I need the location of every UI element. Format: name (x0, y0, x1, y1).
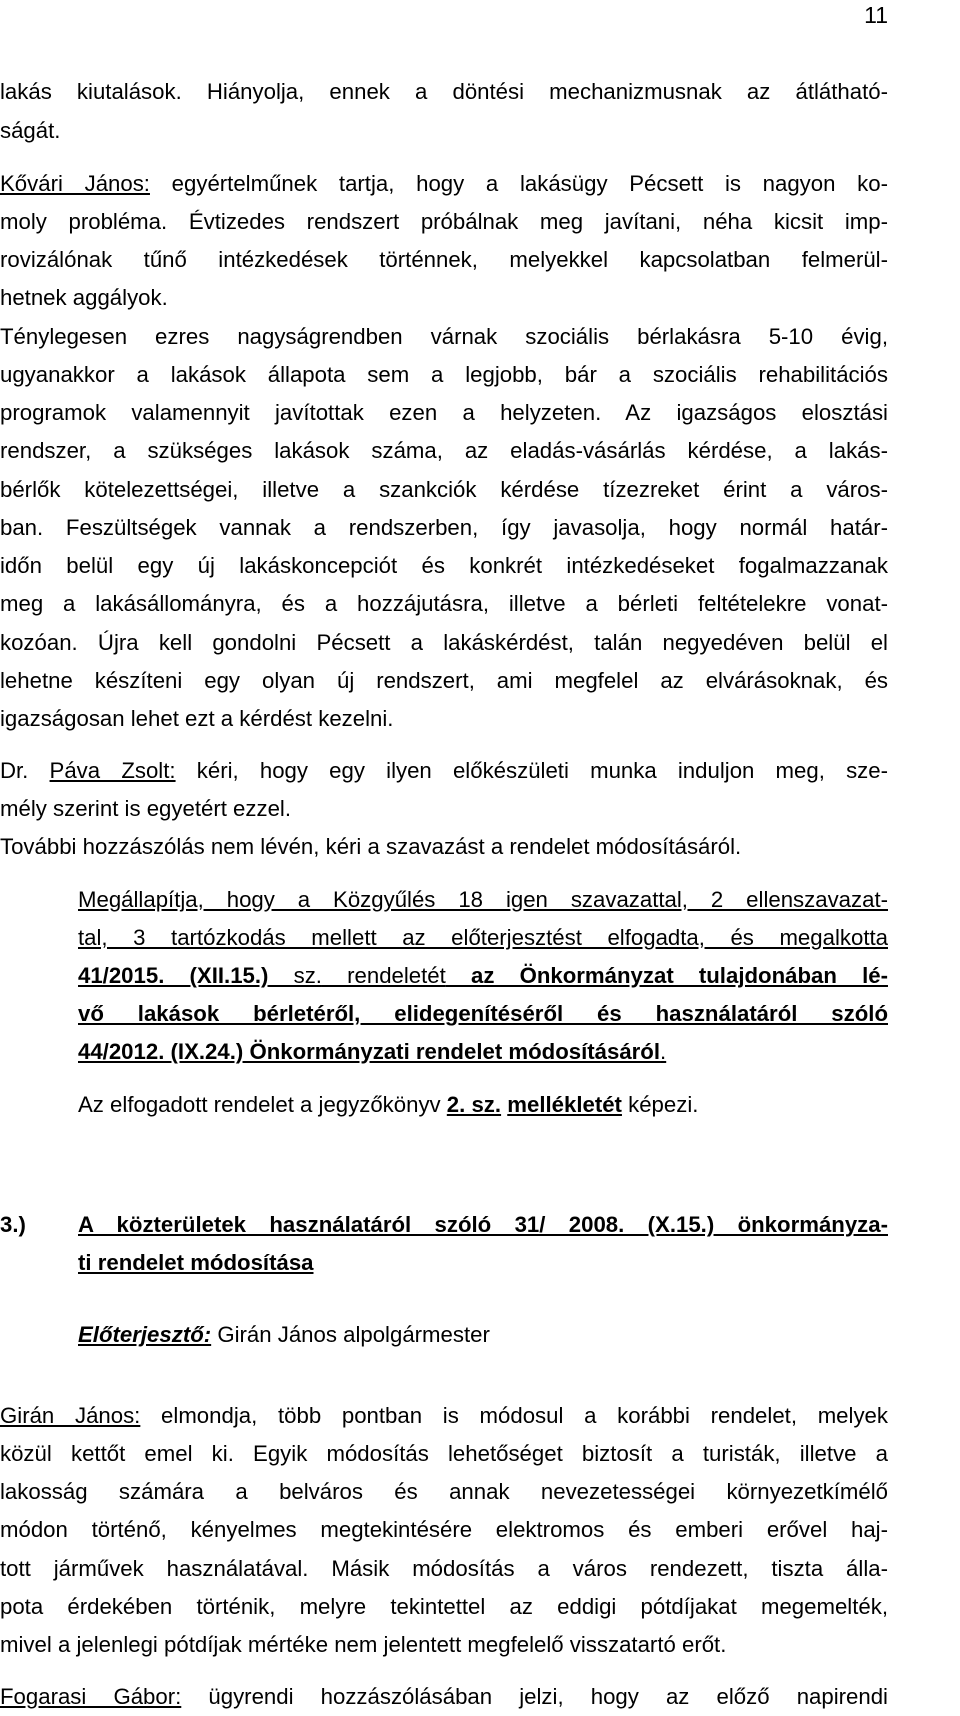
annex-word: mellékletét (507, 1092, 622, 1117)
paragraph-line: lakás kiutalások. Hiányolja, ennek a döntési mechanizmusnak az átlátható- (0, 79, 888, 104)
paragraph-line: ugyanakkor a lakások állapota sem a legjobb, bár a szociális rehabilitációs (0, 362, 888, 387)
paragraph-line: tott járművek használatával. Másik módosítás a város rendezett, tiszta álla- (0, 1556, 888, 1581)
paragraph-line: lehetne készíteni egy olyan új rendszert, ami megfelel az elvárásoknak, és (0, 668, 888, 693)
resolution-line (78, 1033, 888, 1071)
paragraph-line: Ténylegesen ezres nagyságrendben várnak szociális bérlakásra 5-10 évig, (0, 324, 888, 349)
presenter-name: Girán János alpolgármester (211, 1322, 490, 1347)
text-span: . (660, 1039, 667, 1064)
paragraph-line: kozóan. Újra kell gondolni Pécsett a lakáskérdést, talán negyedéven belül el (0, 630, 888, 655)
paragraph-line: moly probléma. Évtizedes rendszert próbálnak meg javítani, néha kicsit imp- (0, 209, 888, 234)
resolution-line: vő lakások bérletéről, elidegenítéséről és használatáról szóló (78, 1001, 888, 1026)
paragraph-line: meg a lakásállományra, és a hozzájutásra, illetve a bérleti feltételekre vonat- (0, 591, 888, 616)
paragraph-line (0, 1397, 888, 1435)
text-span: elmondja, több pontban is módosul a korábbi rendelet, melyek (140, 1403, 888, 1428)
text-span: ügyrendi hozzászólásában jelzi, hogy az előző napirendi (181, 1684, 888, 1709)
text-span: rendeletét (321, 963, 446, 988)
resolution-line (78, 957, 888, 995)
text-span: Az elfogadott rendelet a jegyzőkönyv (78, 1092, 447, 1117)
decree-title: az Önkormányzat tulajdonában lé- (445, 963, 888, 988)
resolution-line: tal, 3 tartózkodás mellett az előterjesztést elfogadta, és megalkotta (78, 925, 888, 950)
page-number: 11 (864, 2, 888, 28)
paragraph-line: hetnek aggályok. (0, 285, 168, 310)
agenda-item-title: A közterületek használatáról szóló 31/ 2008. (X.15.) önkormányza- (78, 1212, 888, 1237)
paragraph-line: ban. Feszültségek vannak a rendszerben, így javasolja, hogy normál határ- (0, 515, 888, 540)
paragraph-line: módon történő, kényelmes megtekintésére elektromos és emberi erővel haj- (0, 1517, 888, 1542)
paragraph-line: rendszer, a szükséges lakások száma, az eladás-vásárlás kérdése, a lakás- (0, 438, 888, 463)
agenda-item-number: 3.) (0, 1212, 26, 1237)
decree-title: 44/2012. (IX.24.) Önkormányzati rendelet módosításáról (78, 1039, 661, 1064)
paragraph-line: időn belül egy új lakáskoncepciót és konkrét intézkedéseket fogalmazzanak (0, 553, 888, 578)
text-span: kéri, hogy egy ilyen előkészületi munka induljon meg, sze- (175, 758, 888, 783)
paragraph-line: mivel a jelenlegi pótdíjak mértéke nem jelentett megfelelő visszatartó erőt. (0, 1632, 727, 1657)
text-span: Dr. (0, 758, 50, 783)
paragraph-line: bérlők kötelezettségei, illetve a szankciók kérdése tízezreket érint a város- (0, 477, 888, 502)
paragraph-line: rovizálónak tűnő intézkedések történnek, melyekkel kapcsolatban felmerül- (0, 247, 888, 272)
paragraph-line: lakosság számára a belváros és annak nevezetességei környezetkímélő (0, 1479, 888, 1504)
speaker-name: Girán János: (0, 1403, 141, 1428)
paragraph-line: közül kettőt emel ki. Egyik módosítás lehetőséget biztosít a turisták, illetve a (0, 1441, 888, 1466)
paragraph-line: programok valamennyit javítottak ezen a helyzeten. Az igazságos elosztási (0, 400, 888, 425)
decree-number: 41/2015. (XII.15.) (78, 963, 269, 988)
paragraph-line (0, 752, 888, 790)
text-span: egyértelműnek tartja, hogy a lakásügy Pécsett is nagyon ko- (149, 171, 888, 196)
paragraph-line: ságát. (0, 118, 61, 143)
paragraph-line: igazságosan lehet ezt a kérdést kezelni. (0, 706, 394, 731)
presenter-label: Előterjesztő: (78, 1322, 212, 1347)
annex-note (78, 1086, 888, 1124)
presenter-line (78, 1316, 888, 1354)
speaker-name: Fogarasi Gábor: (0, 1684, 182, 1709)
annex-number: 2. sz. (446, 1092, 502, 1117)
text-span: sz. (268, 963, 322, 988)
resolution-line: Megállapítja, hogy a Közgyűlés 18 igen szavazattal, 2 ellenszavazat- (78, 887, 888, 912)
agenda-item-title: ti rendelet módosítása (78, 1250, 314, 1275)
speaker-name: Páva Zsolt: (49, 758, 176, 783)
paragraph-line (0, 165, 888, 203)
text-span: képezi. (621, 1092, 699, 1117)
speaker-name: Kővári János: (0, 171, 150, 196)
paragraph-line: pota érdekében történik, melyre tekintettel az eddigi pótdíjakat megemelték, (0, 1594, 888, 1619)
paragraph-line: mély szerint is egyetért ezzel. (0, 796, 292, 821)
paragraph-line: További hozzászólás nem lévén, kéri a szavazást a rendelet módosításáról. (0, 834, 742, 859)
paragraph-line (0, 1678, 888, 1716)
